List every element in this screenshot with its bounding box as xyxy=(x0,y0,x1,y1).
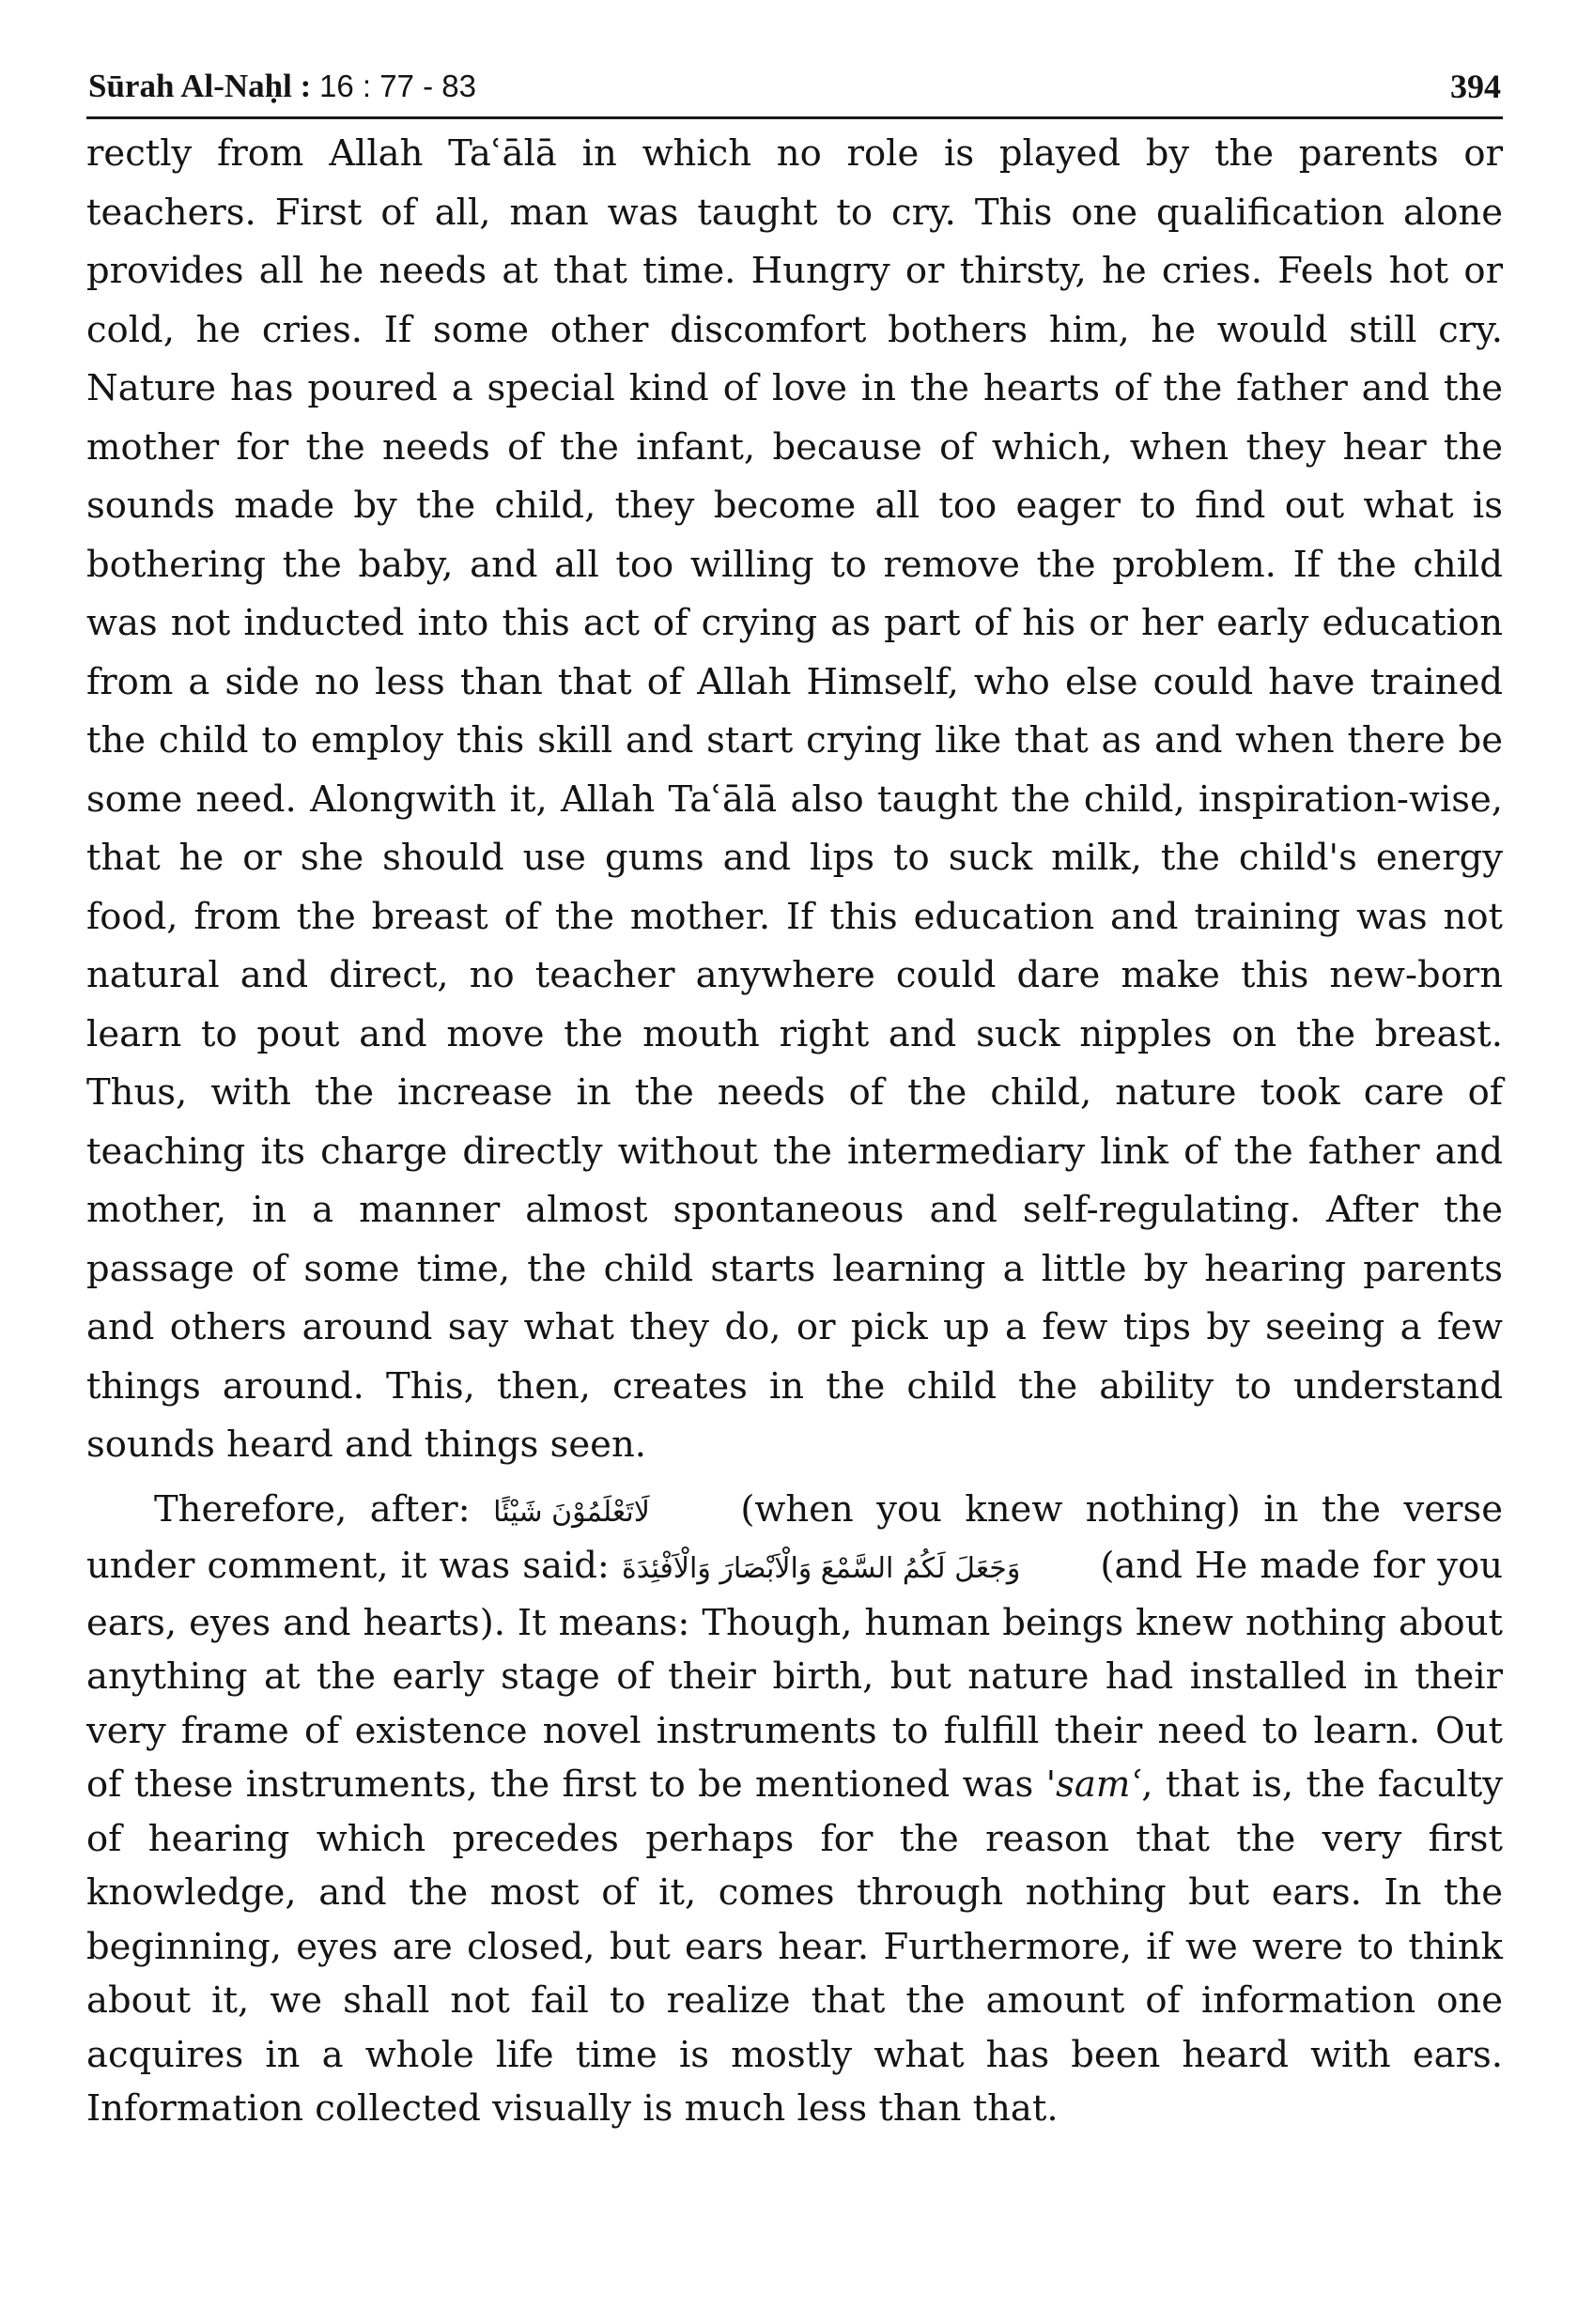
paragraph-2 xyxy=(86,1483,1503,2136)
arabic-phrase-knew-nothing: لَاتَعْلَمُوْنَ شَيْئًا xyxy=(493,1495,650,1529)
arabic-phrase-ears-eyes-hearts: وَجَعَلَ لَكُمُ السَّمْعَ وَالْاَبْصَارَ وَالْاَفْئِدَةَ xyxy=(622,1552,1021,1585)
running-head xyxy=(88,66,476,107)
paragraph-1: rectly from Allah Taʿālā in which no role is played by the parents or teachers. First of all, man was taught to cry. This one qualification alone provides all he needs at that time. Hungry or thirsty, he cries. Feels hot or cold, he cries. If some other discomfort bothers him, he would still cry. Nature has poured a special kind of love in the hearts of the father and the mother for the needs of the infant, because of which, when they hear the sounds made by the child, they become all too eager to find out what is bothering the baby, and all too willing to remove the problem. If the child was not inducted into this act of crying as part of his or her early education from a side no less than that of Allah Himself, who else could have trained the child to employ this skill and start crying like that as and when there be some need. Alongwith it, Allah Taʿālā also taught the child, inspiration-wise, that he or she should use gums and lips to suck milk, the child's energy food, from the breast of the mother. If this education and training was not natural and direct, no teacher anywhere could dare make this new-born learn to pout and move the mouth right and suck nipples on the breast. Thus, with the increase in the needs of the child, nature took care of teaching its charge directly without the intermediary link of the father and mother, in a manner almost spontaneous and self-regulating. After the passage of some time, the child starts learning a little by hearing parents and others around say what they do, or pick up a few tips by seeing a few things around. This, then, creates in the child the ability to understand sounds heard and things seen. xyxy=(86,132,1503,1466)
page-number: 394 xyxy=(1450,68,1501,105)
surah-reference: 16 : 77 - 83 xyxy=(319,69,476,103)
paragraph-2-intro: Therefore, after: xyxy=(154,1487,471,1531)
page-header xyxy=(86,53,1503,107)
paragraph-2-text-1: (when you knew nothing) in the verse under comment, it was said: xyxy=(86,1487,1503,1587)
header-rule xyxy=(86,116,1503,119)
book-page xyxy=(86,53,1503,2287)
paragraph-2-text-2: (and He made for you ears, eyes and hearts). It means: Though, human beings knew nothing about anything at the early stage of their birth, but nature had installed in their very frame of existence novel instruments to fulfill their need to learn. Out of these instruments, the first to be mentioned was xyxy=(86,1545,1503,1806)
term-sam: 'samʿ xyxy=(1045,1763,1142,1806)
surah-name: Sūrah Al-Naḥl : xyxy=(88,68,312,104)
paragraph-2-text-3: , that is, the faculty of hearing which precedes perhaps for the reason that the very first knowledge, and the most of it, comes through nothing but ears. In the beginning, eyes are closed, but ears hear. Furthermore, if we were to think about it, we shall not fail to realize that the amount of information one acquires in a whole life time is mostly what has been heard with ears. Information collected visually is much less than that. xyxy=(86,1763,1503,2130)
